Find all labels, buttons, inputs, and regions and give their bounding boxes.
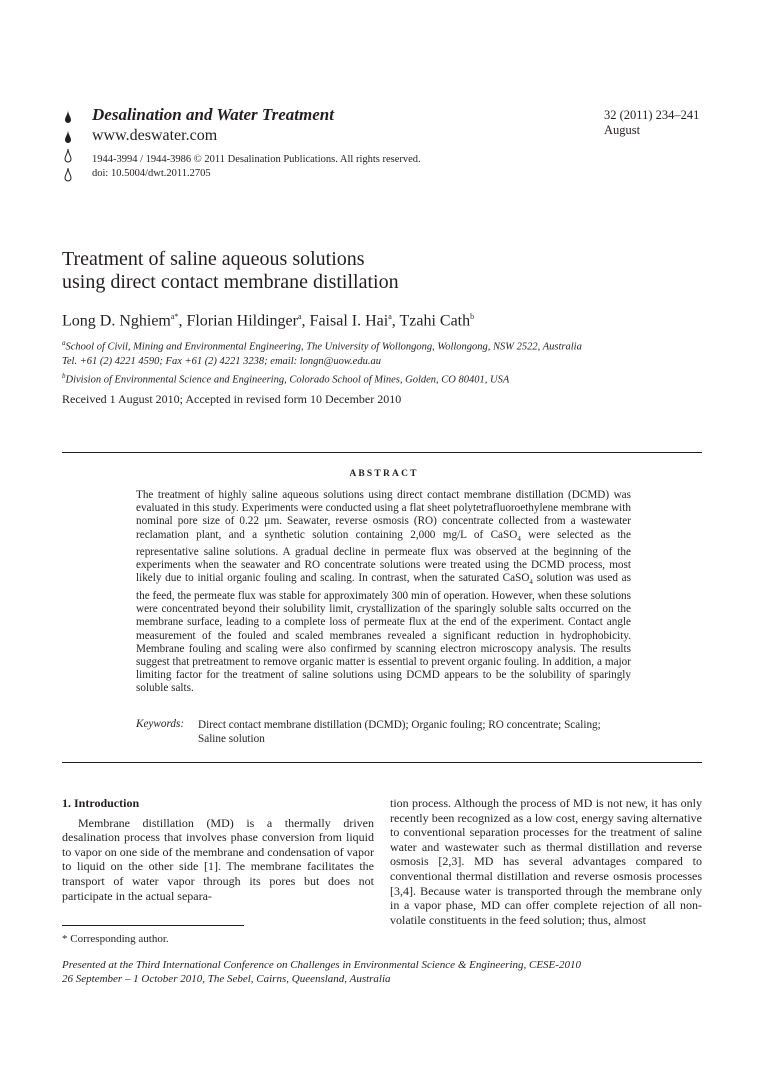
conference-note-line1: Presented at the Third International Conference on Challenges in Environmental Science & Engineering, CESE-2010 bbox=[62, 959, 581, 971]
abstract-part3: solution was used as the feed, the permeate flux was stable for approximately 300 min of operation. However, when these solutions were concentrated beyond their solubility limit, crystallization of the sparingly soluble salts occurred on the membrane surface, leading to a complete loss of permeate flux at the end of the experiment. Contact angle measurement of the fouled and scaled membranes revealed a significant reduction in hydrophobicity. Membrane fouling and scaling were also confirmed by scanning electron microscopy analysis. The results suggest that pretreatment to remove organic matter is essential to prevent organic fouling. In addition, a major limiting factor for the treatment of saline solutions using DCMD appears to be the solubility of sparingly soluble salts. bbox=[136, 572, 631, 695]
journal-issn: 1944-3994 / 1944-3986 © 2011 Desalination Publications. All rights reserved. bbox=[92, 154, 421, 165]
body-paragraph: Membrane distillation (MD) is a thermally driven desalination process that involves phase conversion from liquid to vapor on one side of the membrane and condensation of vapor to liquid on the other side [1]. The membrane facilitates the transport of water vapor through its pores but does not participate in the actual separa- bbox=[62, 815, 374, 903]
issue-month: August bbox=[604, 122, 641, 137]
divider-bottom bbox=[62, 762, 702, 763]
abstract-subscript: 4 bbox=[517, 534, 521, 543]
affiliation-a-mark: a bbox=[62, 339, 66, 347]
author-separator: , bbox=[391, 312, 400, 330]
author-name: Florian Hildinger bbox=[186, 312, 298, 330]
abstract-part1: The treatment of highly saline aqueous solutions using direct contact membrane distillation (DCMD) was evaluated in this study. Experiments were conducted using a flat sheet polytetrafluoroethylene membrane with nominal pore size of 0.22 µm. Seawater, reverse osmosis (RO) concentrate collected from a wastewater reclamation plant, and a synthetic solution containing 2,000 mg/L of CaSO bbox=[136, 489, 631, 541]
author-affiliation-mark: a bbox=[297, 312, 302, 321]
author-affiliation-mark: a bbox=[388, 312, 392, 321]
abstract-subscript: 4 bbox=[529, 578, 533, 587]
volume-pages: 32 (2011) 234–241 bbox=[604, 108, 700, 122]
received-dates: Received 1 August 2010; Accepted in revised form 10 December 2010 bbox=[62, 392, 402, 406]
section-heading: 1. Introduction bbox=[62, 796, 140, 810]
divider-top bbox=[62, 452, 702, 453]
author-name: Tzahi Cath bbox=[399, 312, 471, 330]
author-separator: , bbox=[301, 312, 310, 330]
keywords-label: Keywords: bbox=[136, 718, 185, 730]
affiliation-b-text: Division of Environmental Science and Engineering, Colorado School of Mines, Golden, CO 80401, USA bbox=[65, 374, 510, 385]
author-name: Long D. Nghiem bbox=[62, 312, 171, 330]
affiliation-b bbox=[62, 369, 712, 388]
footnote-rule bbox=[62, 925, 244, 926]
abstract-heading: ABSTRACT bbox=[349, 469, 419, 479]
abstract-text bbox=[136, 489, 631, 696]
body-column-left bbox=[62, 796, 374, 903]
affiliation-b-mark: b bbox=[62, 371, 66, 380]
article-title-line2: using direct contact membrane distillation bbox=[62, 271, 399, 293]
volume-info bbox=[604, 108, 699, 137]
affiliations bbox=[62, 336, 712, 387]
affiliation-a-contact: Tel. +61 (2) 4221 4590; Fax +61 (2) 4221 3238; email: longn@uow.edu.au bbox=[62, 355, 381, 367]
corresponding-author-note: * Corresponding author. bbox=[62, 933, 169, 945]
article-title-line1: Treatment of saline aqueous solutions bbox=[62, 248, 365, 270]
affiliation-a-text: School of Civil, Mining and Environmental Engineering, The University of Wollongong, Wollongong, NSW 2522, Australia bbox=[65, 341, 582, 353]
conference-note-line2: 26 September – 1 October 2010, The Sebel, Cairns, Queensland, Australia bbox=[62, 973, 391, 985]
author-separator: , bbox=[178, 312, 187, 330]
author-affiliation-mark: a* bbox=[170, 312, 179, 321]
author-name: Faisal I. Hai bbox=[309, 312, 389, 330]
body-column-right bbox=[390, 796, 702, 927]
journal-url[interactable]: www.deswater.com bbox=[92, 127, 218, 144]
journal-drop-logo-icon bbox=[62, 108, 82, 184]
abstract-part2: were selected as the representative saline solutions. A gradual decline in permeate flux was observed at the beginning of the experiments when the seawater and RO concentrate solutions were treated using the DCMD process, most likely due to initial organic fouling and scaling. In contrast, when the saturated CaSO bbox=[136, 528, 631, 585]
body-paragraph-continued: tion process. Although the process of MD is not new, it has only recently been recognized as a low cost, energy saving alternative to conventional separation processes for the treatment of saline water and wastewater such as thermal distillation and reverse osmosis [2,3]. MD has several advantages compared to conventional thermal distillation and reverse osmosis processes [3,4]. Because water is transported through the membrane only in a vapor phase, MD can offer complete rejection of all non-volatile constituents in the feed solution; thus, almost bbox=[390, 796, 702, 927]
article-doi: doi: 10.5004/dwt.2011.2705 bbox=[92, 168, 211, 179]
affiliation-a bbox=[62, 336, 712, 355]
author-list bbox=[62, 312, 474, 330]
conference-note bbox=[62, 958, 581, 986]
author-affiliation-mark: b bbox=[470, 312, 475, 321]
keywords-list: Direct contact membrane distillation (DCMD); Organic fouling; RO concentrate; Scaling; Saline solution bbox=[198, 719, 601, 745]
journal-name: Desalination and Water Treatment bbox=[92, 105, 334, 124]
article-title bbox=[62, 248, 399, 294]
